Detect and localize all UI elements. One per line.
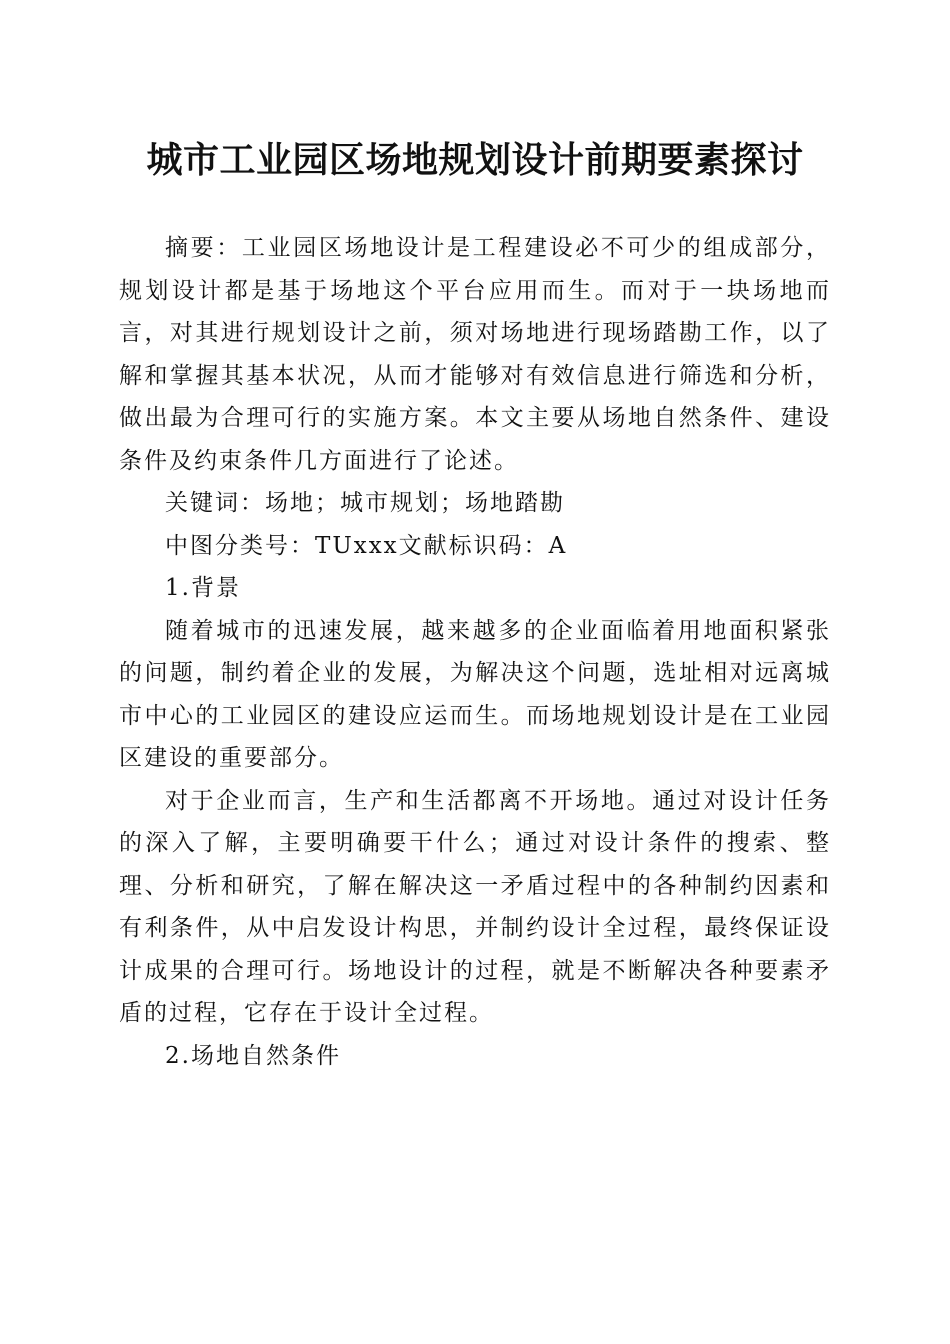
background-paragraph-2: 对于企业而言，生产和生活都离不开场地。通过对设计任务的深入了解，主要明确要干什么；通过对设计条件的搜索、整理、分析和研究，了解在解决这一矛盾过程中的各种制约因素和有利条件，从中启发设计构思，并制约设计全过程，最终保证设计成果的合理可行。场地设计的过程，就是不断解决各种要素矛盾的过程，它存在于设计全过程。 [119,787,831,1026]
classification-line: 中图分类号：TUxxx文献标识码：A [165,532,568,559]
keywords-line: 关键词：场地；城市规划；场地踏勘 [165,490,565,516]
document-body [119,227,831,1077]
section-heading-natural-conditions: 2.场地自然条件 [165,1042,341,1069]
abstract-paragraph: 摘要：工业园区场地设计是工程建设必不可少的组成部分，规划设计都是基于场地这个平台应用而生。而对于一块场地而言，对其进行规划设计之前，须对场地进行现场踏勘工作，以了解和掌握其基本状况，从而才能够对有效信息进行筛选和分析，做出最为合理可行的实施方案。本文主要从场地自然条件、建设条件及约束条件几方面进行了论述。 [119,235,831,474]
background-paragraph-1: 随着城市的迅速发展，越来越多的企业面临着用地面积紧张的问题，制约着企业的发展，为解决这个问题，选址相对远离城市中心的工业园区的建设应运而生。而场地规划设计是在工业园区建设的重要部分。 [119,617,831,771]
document-title: 城市工业园区场地规划设计前期要素探讨 [146,139,804,181]
section-heading-background: 1.背景 [165,575,241,601]
